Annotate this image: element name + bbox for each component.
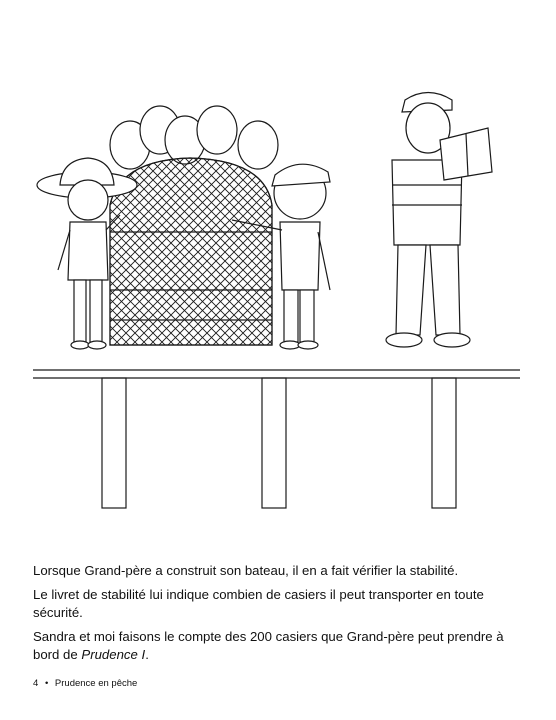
- boat-name: Prudence I: [81, 647, 146, 662]
- grandfather-figure: [386, 93, 492, 348]
- story-text: [33, 562, 528, 670]
- paragraph-3-text: Sandra et moi faisons le compte des 200 casiers que Grand-père peut prendre à bord de: [33, 629, 504, 662]
- book-title: Prudence en pêche: [54, 678, 138, 689]
- page-number: 4: [33, 678, 39, 689]
- paragraph-3-end: .: [145, 647, 149, 662]
- page-footer: [33, 678, 141, 689]
- paragraph-3: [33, 628, 528, 664]
- footer-bullet: •: [44, 678, 49, 689]
- paragraph-2: Le livret de stabilité lui indique combien de casiers il peut transporter en toute sécurité.: [33, 587, 484, 620]
- wharf: [33, 370, 520, 508]
- paragraph-1: Lorsque Grand-père a construit son bateau, il en a fait vérifier la stabilité.: [33, 563, 459, 578]
